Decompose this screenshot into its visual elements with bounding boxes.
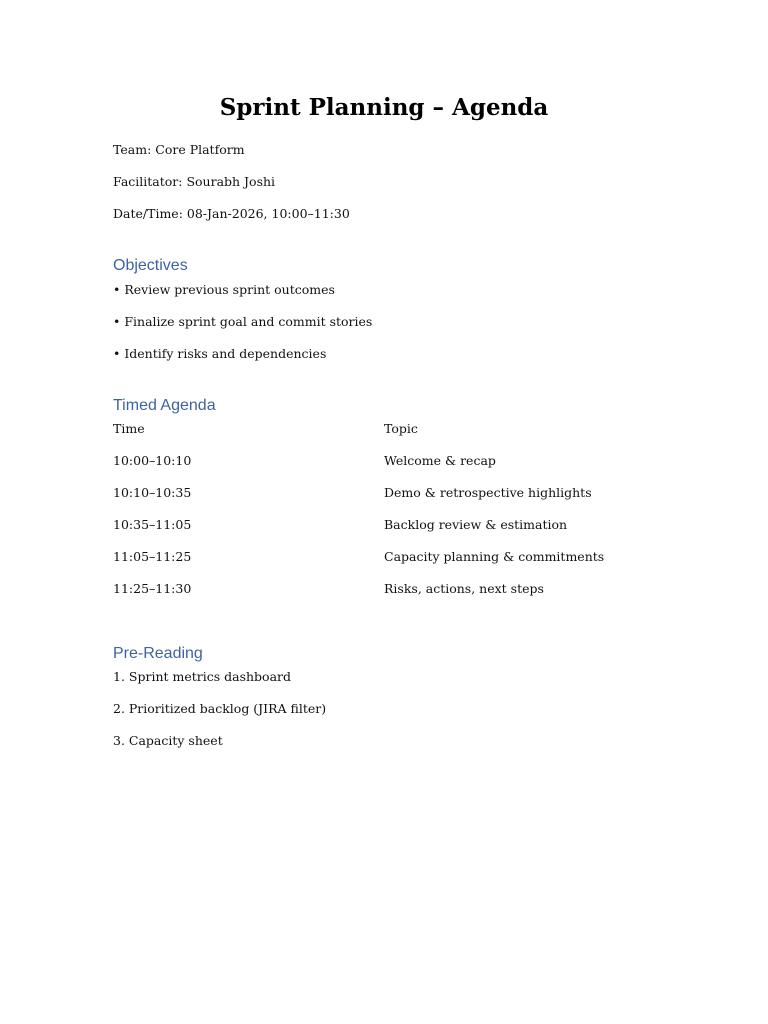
document-title: Sprint Planning – Agenda [219, 94, 549, 121]
agenda-time-cell: 11:25–11:30 [113, 581, 192, 596]
agenda-time-cell: 11:05–11:25 [113, 549, 192, 564]
objective-item: • Finalize sprint goal and commit stories [113, 314, 373, 329]
agenda-time-cell: 10:00–10:10 [113, 453, 192, 468]
agenda-time-cell: 10:35–11:05 [113, 517, 192, 532]
pre-reading-item: 3. Capacity sheet [113, 733, 223, 748]
pre-reading-item: 1. Sprint metrics dashboard [113, 669, 291, 684]
agenda-time-cell: 10:10–10:35 [113, 485, 192, 500]
agenda-topic-cell: Welcome & recap [384, 453, 496, 468]
objective-item: • Identify risks and dependencies [113, 346, 327, 361]
datetime-line: Date/Time: 08-Jan-2026, 10:00–11:30 [113, 206, 350, 221]
facilitator-line: Facilitator: Sourabh Joshi [113, 174, 276, 189]
agenda-header-time: Time [113, 421, 145, 436]
agenda-header-topic: Topic [384, 421, 418, 436]
timed-agenda-heading: Timed Agenda [113, 397, 216, 414]
pre-reading-item: 2. Prioritized backlog (JIRA filter) [113, 701, 327, 716]
objectives-heading: Objectives [113, 257, 188, 274]
agenda-topic-cell: Demo & retrospective highlights [384, 485, 592, 500]
team-line: Team: Core Platform [113, 142, 245, 157]
pre-reading-heading: Pre-Reading [113, 645, 203, 662]
agenda-topic-cell: Capacity planning & commitments [384, 549, 605, 564]
agenda-topic-cell: Risks, actions, next steps [384, 581, 544, 596]
agenda-topic-cell: Backlog review & estimation [384, 517, 568, 532]
objective-item: • Review previous sprint outcomes [113, 282, 335, 297]
